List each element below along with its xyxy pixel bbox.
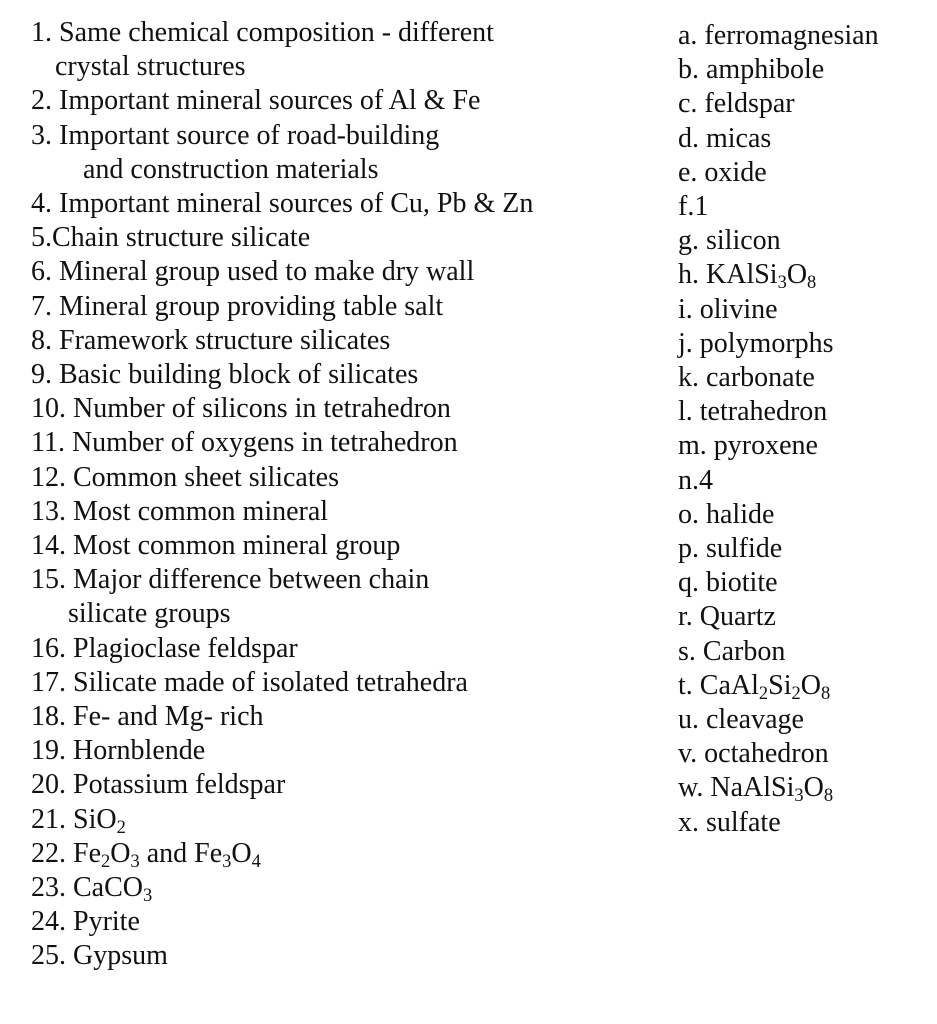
question-15-line-2: silicate groups: [68, 598, 231, 630]
answer-c: c. feldspar: [678, 88, 795, 120]
question-1-line-2: crystal structures: [55, 51, 246, 83]
question-25: 25. Gypsum: [31, 940, 168, 972]
answer-u: u. cleavage: [678, 704, 804, 736]
question-20: 20. Potassium feldspar: [31, 769, 286, 801]
question-23: 23. CaCO$_3$: [31, 872, 153, 906]
question-18: 18. Fe- and Mg- rich: [31, 701, 264, 733]
answer-d: d. micas: [678, 122, 772, 154]
question-22: 22. $Fe_2O_3$ and $Fe_3O_4$: [31, 837, 261, 872]
answer-i: i. olivine: [678, 293, 778, 325]
answer-w: w. $NaAlSi_3O_8$: [678, 772, 834, 806]
question-14: 14. Most common mineral group: [31, 530, 401, 562]
questions-column: [31, 16, 651, 974]
answer-o: o. halide: [678, 498, 775, 530]
answer-g: g. silicon: [678, 225, 781, 257]
answer-e: e. oxide: [678, 156, 767, 188]
question-21: 21. SiO$_2$: [31, 803, 126, 837]
question-15-line-1: 15. Major difference between chain: [31, 564, 430, 596]
question-4: 4. Important mineral sources of Cu, Pb & Zn: [31, 188, 534, 220]
question-5: 5.Chain structure silicate: [31, 222, 311, 254]
question-3-line-2: and construction materials: [83, 153, 379, 185]
answer-f: f.1: [678, 191, 709, 223]
question-13: 13. Most common mineral: [31, 495, 329, 527]
answer-a: a. ferromagnesian: [678, 20, 879, 51]
answer-x: x. sulfate: [678, 806, 781, 838]
answer-m: m. pyroxene: [678, 430, 818, 462]
answer-n: n.4: [678, 464, 713, 496]
answer-t: t. $CaAl_2Si_2O_8$: [678, 669, 831, 704]
question-12: 12. Common sheet silicates: [31, 461, 339, 493]
question-7: 7. Mineral group providing table salt: [31, 290, 444, 322]
answer-r: r. Quartz: [678, 601, 776, 633]
answers-column: [678, 19, 933, 840]
answer-p: p. sulfide: [678, 533, 783, 565]
answer-s: s. Carbon: [678, 635, 786, 667]
answer-k: k. carbonate: [678, 362, 815, 394]
answer-b: b. amphibole: [678, 54, 825, 86]
question-19: 19. Hornblende: [31, 735, 206, 767]
answer-l: l. tetrahedron: [678, 396, 828, 428]
answer-v: v. octahedron: [678, 738, 829, 770]
question-8: 8. Framework structure silicates: [31, 324, 391, 356]
question-2: 2. Important mineral sources of Al & Fe: [31, 85, 481, 117]
question-17: 17. Silicate made of isolated tetrahedra: [31, 666, 468, 698]
question-10: 10. Number of silicons in tetrahedron: [31, 393, 451, 425]
question-9: 9. Basic building block of silicates: [31, 359, 419, 391]
question-3-line-1: 3. Important source of road-building: [31, 119, 440, 151]
question-11: 11. Number of oxygens in tetrahedron: [31, 427, 458, 459]
answer-h: h. $KAlSi_3O_8$: [678, 259, 817, 293]
question-24: 24. Pyrite: [31, 906, 140, 938]
question-6: 6. Mineral group used to make dry wall: [31, 256, 475, 288]
answer-q: q. biotite: [678, 567, 778, 599]
question-1-line-1: 1. Same chemical composition - different: [31, 17, 494, 48]
question-16: 16. Plagioclase feldspar: [31, 632, 298, 664]
answer-j: j. polymorphs: [678, 327, 834, 359]
